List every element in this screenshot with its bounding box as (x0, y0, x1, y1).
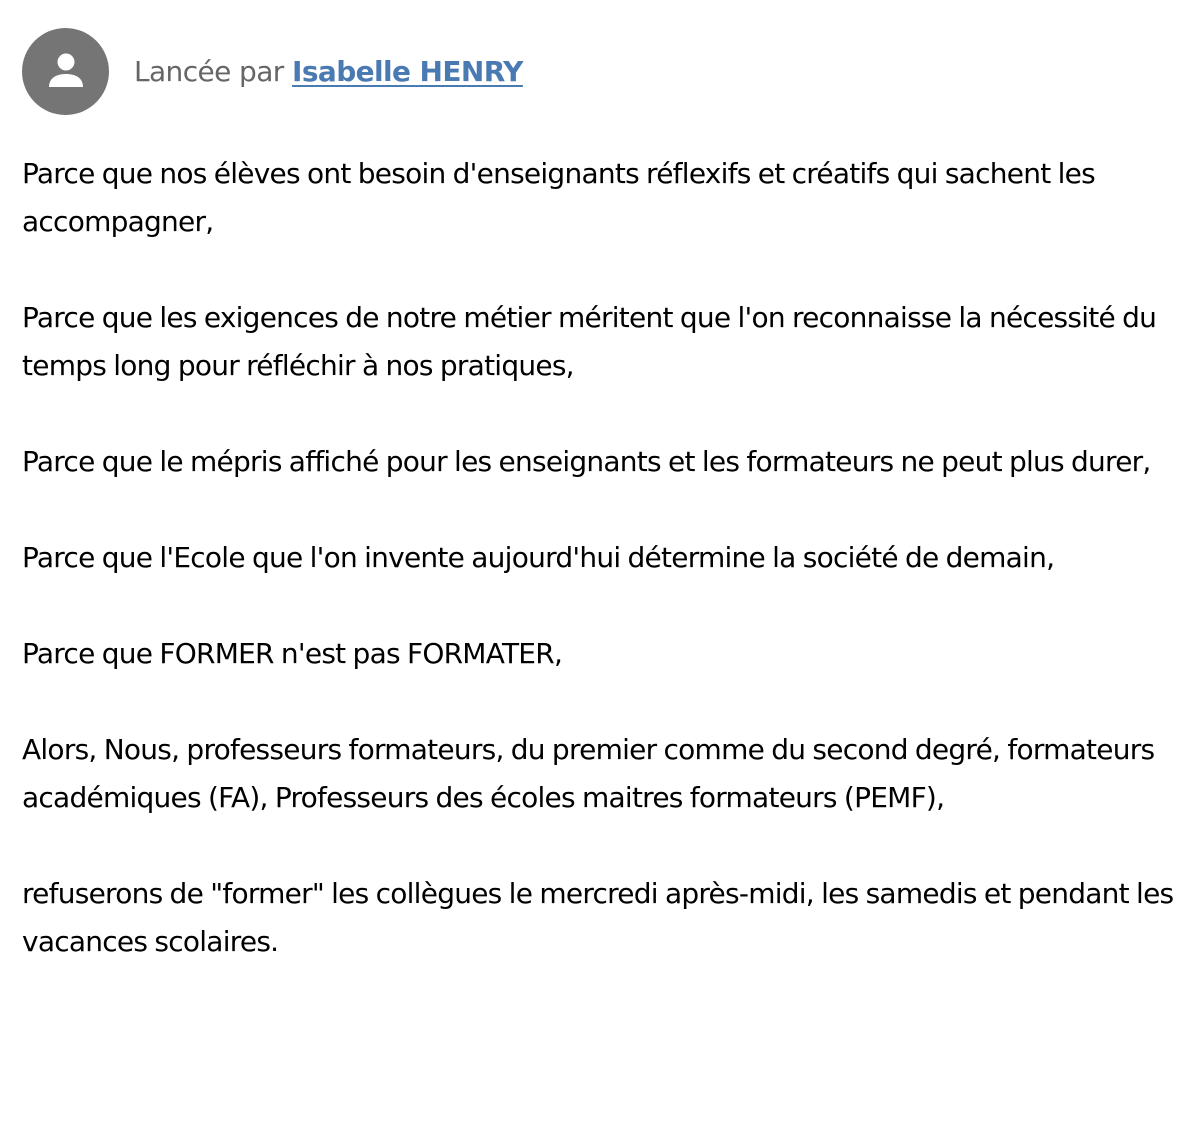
author-byline (134, 55, 523, 88)
paragraph: Parce que les exigences de notre métier méritent que l'on reconnaisse la nécessité du temps long pour réfléchir à nos pratiques, (22, 301, 1157, 382)
paragraph: Parce que FORMER n'est pas FORMATER, (22, 637, 563, 670)
paragraph: Alors, Nous, professeurs formateurs, du premier comme du second degré, formateurs académiques (FA), Professeurs des écoles maitres formateurs (PEMF), (22, 733, 1155, 814)
launched-by-label: Lancée par (134, 54, 284, 88)
avatar (22, 28, 109, 115)
author-link[interactable]: Isabelle HENRY (292, 54, 523, 88)
paragraph: refuserons de "former" les collègues le mercredi après-midi, les samedis et pendant les vacances scolaires. (22, 877, 1174, 958)
petition-content (0, 28, 1186, 966)
paragraph: Parce que le mépris affiché pour les enseignants et les formateurs ne peut plus durer, (22, 445, 1151, 478)
petition-body (22, 150, 1186, 966)
author-row (22, 28, 1186, 114)
paragraph: Parce que nos élèves ont besoin d'enseignants réflexifs et créatifs qui sachent les accompagner, (22, 157, 1095, 238)
person-icon (46, 51, 86, 91)
paragraph: Parce que l'Ecole que l'on invente aujourd'hui détermine la société de demain, (22, 541, 1055, 574)
